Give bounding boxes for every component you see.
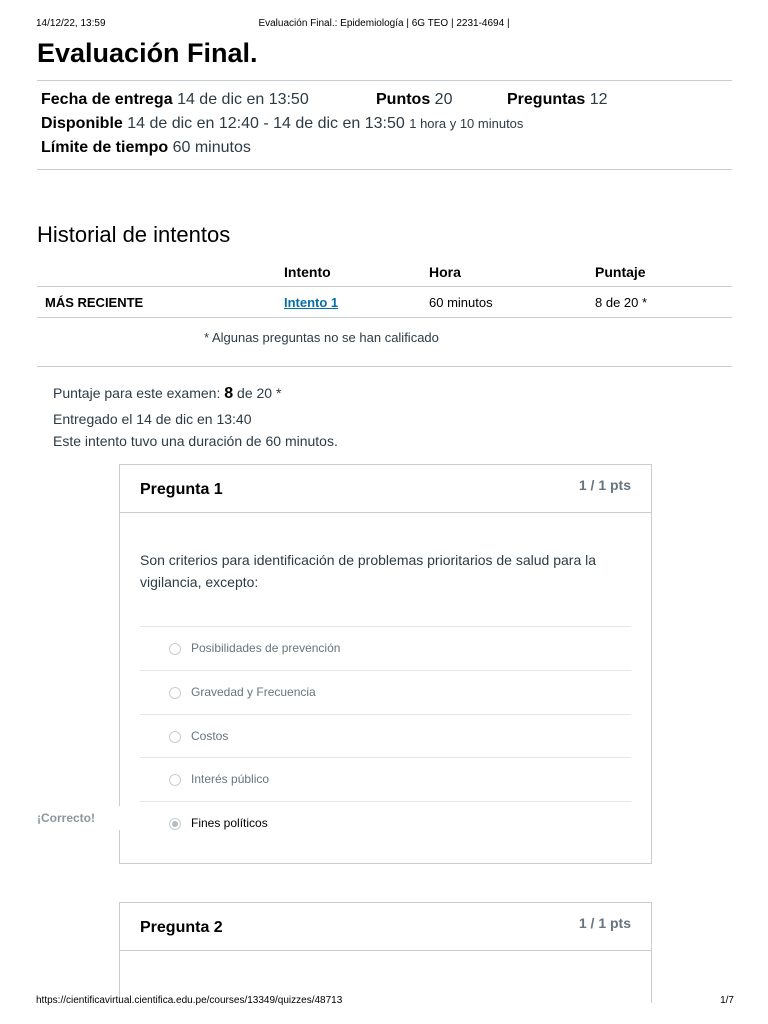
score-suffix: de 20 * [237,385,282,401]
question-text: Son criterios para identificación de problemas prioritarios de salud para la vigilancia, excepto: [140,552,597,590]
column-header-empty [37,258,284,287]
divider [37,80,732,81]
question-title: Pregunta 2 [140,919,223,936]
radio-button[interactable] [169,731,181,743]
answer-option-selected[interactable] [140,801,631,845]
radio-button[interactable] [169,774,181,786]
time-limit-detail [41,139,251,157]
radio-button[interactable] [169,643,181,655]
divider [37,169,732,170]
points-detail [376,91,452,109]
answer-label: Gravedad y Frecuencia [191,685,316,699]
score-cell: 8 de 20 * [595,287,732,318]
question-title: Pregunta 1 [140,481,223,498]
due-date-detail [41,91,309,109]
points-value: 20 [434,91,453,108]
due-value: 14 de dic en 13:50 [177,91,309,108]
question-header [120,903,651,951]
correct-answer-flag [0,806,128,830]
answer-label: Posibilidades de prevención [191,641,341,655]
score-summary [53,385,281,403]
available-detail [41,115,523,133]
attempt-cell [284,287,429,318]
ungraded-note: * Algunas preguntas no se han calificado [204,330,439,345]
row-label: MÁS RECIENTE [37,287,284,318]
column-header-score: Puntaje [595,258,732,287]
column-header-attempt: Intento [284,258,429,287]
answer-label: Interés público [191,772,270,786]
question-header [120,465,651,513]
table-row [37,287,732,318]
question-points: 1 / 1 pts [578,477,631,493]
questions-detail [507,91,608,109]
print-page-number: 1/7 [720,995,734,1006]
table-header-row [37,258,732,287]
question-card [119,902,652,1003]
questions-label: Preguntas [507,91,586,108]
radio-button-selected[interactable] [169,818,181,830]
points-label: Puntos [376,91,431,108]
correct-flag-label: ¡Correcto! [37,811,96,825]
time-limit-label: Límite de tiempo [41,139,169,156]
answer-option[interactable] [140,757,631,801]
print-doc-title: Evaluación Final.: Epidemiología | 6G TEO | 2231-4694 | [258,18,510,29]
answer-option[interactable] [140,714,631,758]
answer-option[interactable] [140,670,631,714]
print-datetime: 14/12/22, 13:59 [36,18,106,29]
available-label: Disponible [41,115,123,132]
answer-option[interactable] [140,626,631,670]
available-duration: 1 hora y 10 minutos [409,116,524,131]
duration-text: Este intento tuvo una duración de 60 minutos. [53,433,338,449]
print-url: https://cientificavirtual.cientifica.edu.pe/courses/13349/quizzes/48713 [36,995,343,1006]
due-label: Fecha de entrega [41,91,173,108]
available-value: 14 de dic en 12:40 - 14 de dic en 13:50 [127,115,405,132]
attempt-link[interactable]: Intento 1 [284,294,339,310]
time-cell: 60 minutos [429,287,595,318]
radio-button[interactable] [169,687,181,699]
divider [37,366,732,367]
column-header-time: Hora [429,258,595,287]
time-limit-value: 60 minutos [172,139,251,156]
submitted-text: Entregado el 14 de dic en 13:40 [53,411,252,427]
answer-label: Costos [191,729,229,743]
history-title: Historial de intentos [37,222,231,247]
score-prefix: Puntaje para este examen: [53,385,221,401]
question-points: 1 / 1 pts [578,915,631,931]
page-title: Evaluación Final. [37,38,258,68]
answer-label: Fines políticos [191,816,268,830]
score-value: 8 [224,385,234,402]
attempt-history-table [37,258,732,318]
question-card [119,464,652,864]
questions-value: 12 [589,91,608,108]
